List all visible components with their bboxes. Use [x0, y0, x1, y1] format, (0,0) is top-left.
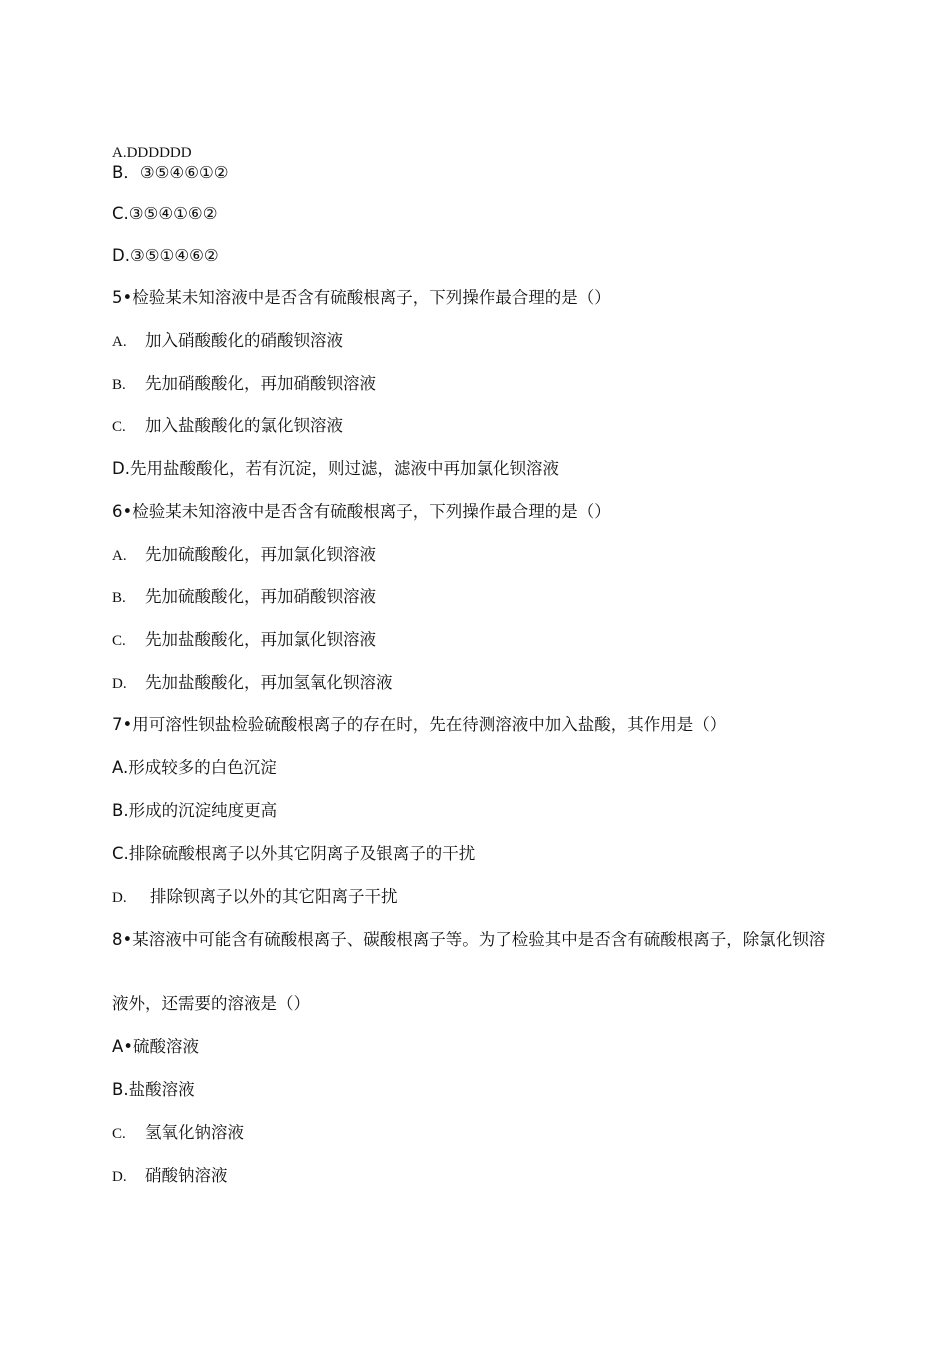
- q8-option-c: [112, 1123, 244, 1144]
- q6-option-d-letter: D.: [112, 676, 127, 692]
- q5-option-a-text: 加入硝酸酸化的硝酸钡溶液: [145, 331, 343, 350]
- prev-option-a: A.DDDDDD: [112, 145, 192, 161]
- q5-option-b: [112, 374, 376, 395]
- q8-stem-line2: 液外，还需要的溶液是（）: [112, 994, 310, 1013]
- q6-option-b-text: 先加硫酸酸化，再加硝酸钡溶液: [145, 587, 376, 606]
- q7-stem: 7•用可溶性钡盐检验硫酸根离子的存在时，先在待测溶液中加入盐酸，其作用是（）: [112, 715, 727, 734]
- q5-option-a: [112, 331, 343, 352]
- prev-option-d: D.③⑤①④⑥②: [112, 246, 219, 265]
- q7-option-d-text: 排除钡离子以外的其它阳离子干扰: [150, 887, 398, 906]
- q8-option-b: B.盐酸溶液: [112, 1080, 195, 1099]
- q6-option-c: [112, 630, 376, 651]
- q5-option-c: [112, 416, 343, 437]
- q6-option-a: [112, 545, 376, 566]
- prev-option-c: C.③⑤④①⑥②: [112, 204, 218, 223]
- q7-option-c: C.排除硫酸根离子以外其它阴离子及银离子的干扰: [112, 844, 476, 863]
- q8-option-c-letter: C.: [112, 1126, 126, 1142]
- q5-stem: 5•检验某未知溶液中是否含有硫酸根离子，下列操作最合理的是（）: [112, 288, 611, 307]
- q6-option-d-text: 先加盐酸酸化，再加氢氧化钡溶液: [145, 673, 393, 692]
- q7-option-b: B.形成的沉淀纯度更高: [112, 801, 278, 820]
- q5-option-a-letter: A.: [112, 334, 127, 350]
- q8-option-d-text: 硝酸钠溶液: [145, 1166, 228, 1185]
- q7-option-d: [112, 887, 398, 908]
- q8-option-c-text: 氢氧化钠溶液: [145, 1123, 244, 1142]
- q8-stem-line1: 8•某溶液中可能含有硫酸根离子、碳酸根离子等。为了检验其中是否含有硫酸根离子，除氯化钡溶: [112, 930, 826, 949]
- q8-option-a: A•硫酸溶液: [112, 1037, 200, 1056]
- prev-option-b: B．③⑤④⑥①②: [112, 163, 229, 182]
- q8-option-d: [112, 1166, 228, 1187]
- q7-option-a: A.形成较多的白色沉淀: [112, 758, 277, 777]
- q6-option-c-text: 先加盐酸酸化，再加氯化钡溶液: [145, 630, 376, 649]
- q7-option-d-letter: D.: [112, 890, 127, 906]
- q6-option-c-letter: C.: [112, 633, 126, 649]
- q5-option-c-letter: C.: [112, 419, 126, 435]
- q5-option-b-letter: B.: [112, 377, 126, 393]
- q6-option-b: [112, 587, 376, 608]
- q5-option-b-text: 先加硝酸酸化，再加硝酸钡溶液: [145, 374, 376, 393]
- q6-stem: 6•检验某未知溶液中是否含有硫酸根离子，下列操作最合理的是（）: [112, 502, 611, 521]
- q5-option-d: D.先用盐酸酸化，若有沉淀，则过滤，滤液中再加氯化钡溶液: [112, 459, 559, 478]
- q5-option-c-text: 加入盐酸酸化的氯化钡溶液: [145, 416, 343, 435]
- q6-option-b-letter: B.: [112, 590, 126, 606]
- q8-option-d-letter: D.: [112, 1169, 127, 1185]
- q6-option-a-text: 先加硫酸酸化，再加氯化钡溶液: [145, 545, 376, 564]
- q6-option-d: [112, 673, 393, 694]
- q6-option-a-letter: A.: [112, 548, 127, 564]
